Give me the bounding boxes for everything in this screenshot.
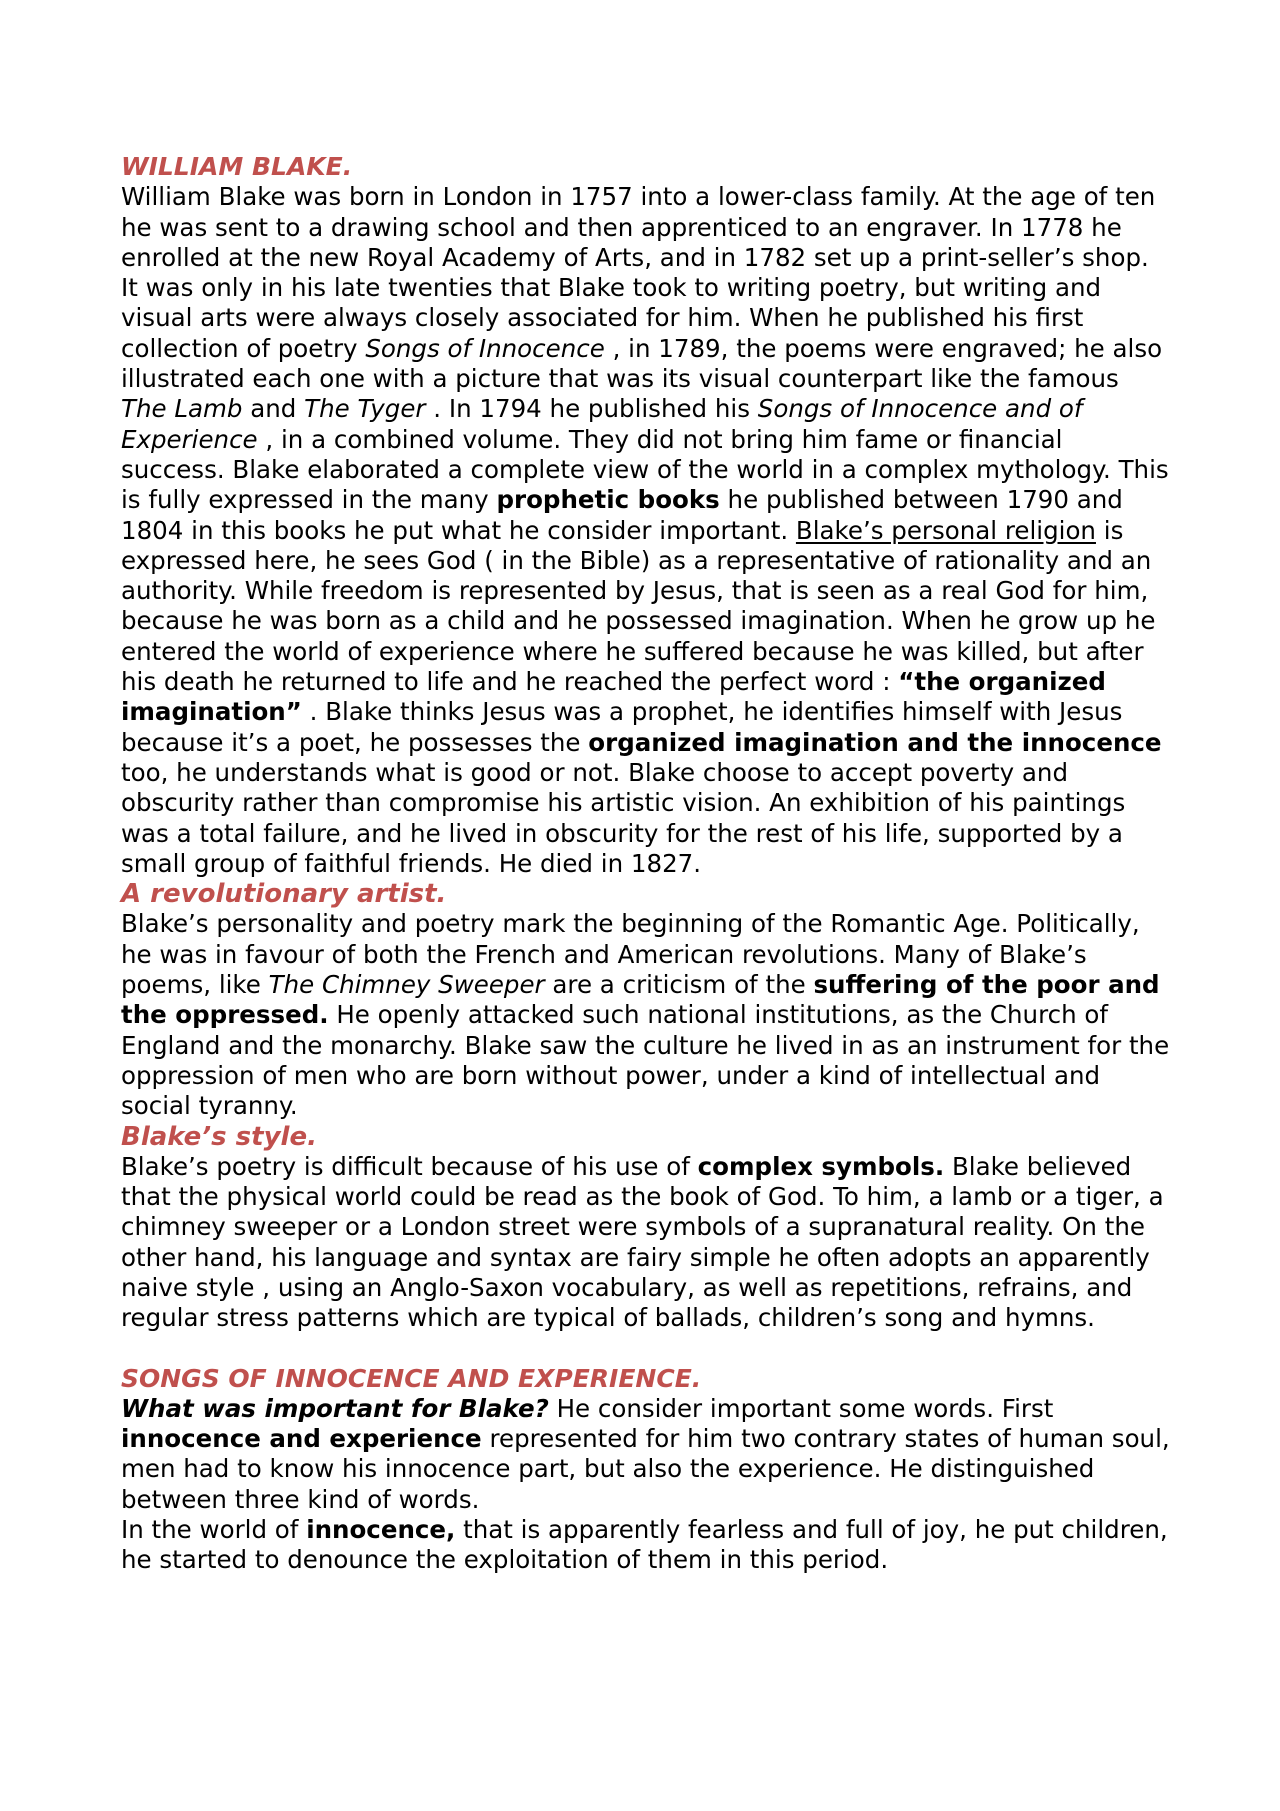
paragraph-style: Blake’s poetry is difficult because of his use of complex symbols. Blake believed that the physical world could be read as the book of God. To him, a lamb or a tiger, a chimney sweeper or a London street were symbols of a supranatural reality. On the other hand, his language and syntax are fairy simple he often adopts an apparently naive style , using an Anglo-Saxon vocabulary, as well as repetitions, refrains, and regular stress patterns which are typical of ballads, children’s song and hymns. <box>121 1151 1164 1333</box>
paragraph-important-for-blake: What was important for Blake? He consider important some words. First innocence and experience represented for him two contrary states of human soul, men had to know his innocence part, but also the experience. He distinguished between three kind of words. <box>121 1393 1170 1514</box>
heading-blakes-style: Blake’s style. <box>121 1121 317 1152</box>
heading-william-blake: WILLIAM BLAKE. <box>121 152 353 181</box>
paragraph-revolutionary: Blake’s personality and poetry mark the beginning of the Romantic Age. Politically, he was in favour of both the French and American revolutions. Many of Blake’s poems, like The Chimney Sweeper are a criticism of the suffering of the poor and the oppressed. He openly attacked such national institutions, as the Church of England and the monarchy. Blake saw the culture he lived in as an instrument for the oppression of men who are born without power, under a kind of intellectual and social tyranny. <box>121 909 1170 1121</box>
document-page <box>121 152 1171 1576</box>
paragraph-world-of-innocence: In the world of innocence, that is apparently fearless and full of joy, he put children, he started to denounce the exploitation of them in this period. <box>121 1515 1168 1575</box>
paragraph-biography: William Blake was born in London in 1757 into a lower-class family. At the age of ten he was sent to a drawing school and then apprenticed to an engraver. In 1778 he enrolled at the new Royal Academy of Arts, and in 1782 set up a print-seller’s shop. It was only in his late twenties that Blake took to writing poetry, but writing and visual arts were always closely associated for him. When he published his first collection of poetry Songs of Innocence , in 1789, the poems were engraved; he also illustrated each one with a picture that was its visual counterpart like the famous The Lamb and The Tyger . In 1794 he published his Songs of Innocence and of Experience , in a combined volume. They did not bring him fame or financial success. Blake elaborated a complete view of the world in a complex mythology. This is fully expressed in the many prophetic books he published between 1790 and 1804 in this books he put what he consider important. Blake’s personal religion is expressed here, he sees God ( in the Bible) as a representative of rationality and an authority. While freedom is represented by Jesus, that is seen as a real God for him, because he was born as a child and he possessed imagination. When he grow up he entered the world of experience where he suffered because he was killed, but after his death he returned to life and he reached the perfect word : “the organized imagination” . Blake thinks Jesus was a prophet, he identifies himself with Jesus because it’s a poet, he possesses the organized imagination and the innocence too, he understands what is good or not. Blake choose to accept poverty and obscurity rather than compromise his artistic vision. An exhibition of his paintings was a total failure, and he lived in obscurity for the rest of his life, supported by a small group of faithful friends. He died in 1827. <box>121 182 1169 878</box>
heading-revolutionary-artist: A revolutionary artist. <box>121 879 447 910</box>
heading-songs-innocence-experience: SONGS OF INNOCENCE AND EXPERIENCE. <box>121 1363 702 1393</box>
blank-line <box>121 1334 1171 1364</box>
